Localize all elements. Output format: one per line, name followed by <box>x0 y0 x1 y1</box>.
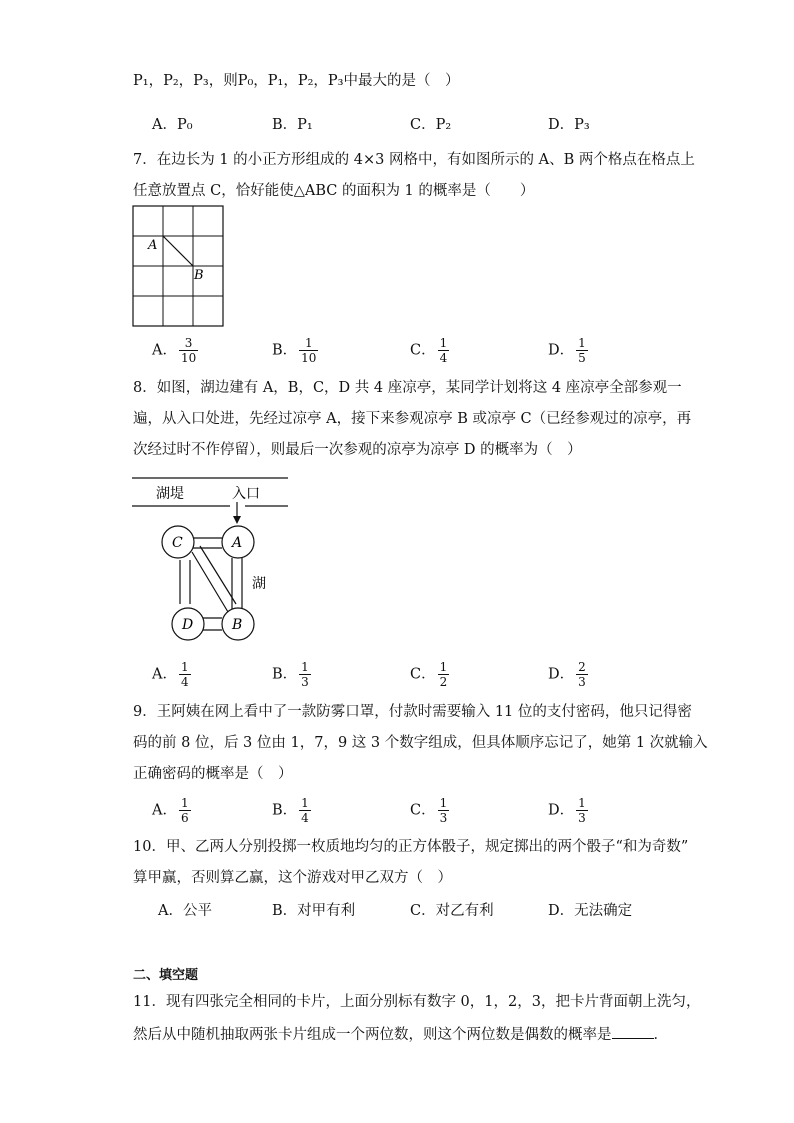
q9-line3: 正确密码的概率是（ ） <box>133 766 293 782</box>
fraction: $\frac{1}{10}$ <box>301 336 317 365</box>
q8-line3: 次经过时不作停留），则最后一次参观的凉亭为凉亭 D 的概率为（ ） <box>133 442 582 458</box>
q8-lake-figure <box>130 472 300 647</box>
fraction: $\frac{1}{3}$ <box>301 660 309 689</box>
fraction: $\frac{1}{3}$ <box>439 796 448 825</box>
point-b-label: B <box>194 268 204 283</box>
q10-option-d[interactable]: D．无法确定 <box>548 903 633 919</box>
fraction: $\frac{1}{4}$ <box>439 336 448 365</box>
q7-option-a[interactable]: A． $\frac{3}{10}$ <box>152 336 197 365</box>
q11-line2: 然后从中随机抽取两张卡片组成一个两位数，则这个两位数是偶数的概率是 ． <box>133 1024 668 1045</box>
q9-line1: 9．王阿姨在网上看中了一款防雾口罩，付款时需要输入 11 位的支付密码，他只记得密 <box>133 704 692 720</box>
fraction: $\frac{1}{5}$ <box>578 336 586 365</box>
fraction: $\frac{1}{6}$ <box>180 796 189 825</box>
q8-option-b[interactable]: B． $\frac{1}{3}$ <box>272 660 309 689</box>
pavilion-d-label: D <box>182 617 194 633</box>
q9-option-d[interactable]: D． $\frac{1}{3}$ <box>548 796 586 825</box>
q11-line1: 11．现有四张完全相同的卡片，上面分别标有数字 0，1，2，3，把卡片背面朝上洗匀， <box>133 994 701 1010</box>
fraction: $\frac{1}{4}$ <box>180 660 189 689</box>
q8-line1: 8．如图，湖边建有 A，B，C，D 共 4 座凉亭，某同学计划将这 4 座凉亭全部参观一 <box>133 380 682 396</box>
q7-option-c[interactable]: C． $\frac{1}{4}$ <box>410 336 448 365</box>
q6-option-d[interactable]: D．P₃ <box>548 117 590 133</box>
fraction: $\frac{3}{10}$ <box>180 336 197 365</box>
q10-option-a[interactable]: A．公平 <box>158 903 212 919</box>
fraction: $\frac{1}{4}$ <box>301 796 309 825</box>
arrow-down-icon <box>233 516 241 524</box>
section-title-fill-in: 二、填空题 <box>133 968 199 983</box>
pavilion-c-label: C <box>172 535 183 551</box>
q8-option-c[interactable]: C． $\frac{1}{2}$ <box>410 660 448 689</box>
fraction: $\frac{1}{3}$ <box>578 796 586 825</box>
q6-option-a[interactable]: A．P₀ <box>152 117 193 133</box>
q9-option-c[interactable]: C． $\frac{1}{3}$ <box>410 796 448 825</box>
segment-ab <box>163 236 193 266</box>
dike-label: 湖堤 <box>156 486 184 502</box>
entrance-label: 入口 <box>232 486 260 502</box>
q10-option-c[interactable]: C．对乙有利 <box>410 903 494 919</box>
fraction: $\frac{1}{2}$ <box>439 660 448 689</box>
q7-option-d[interactable]: D． $\frac{1}{5}$ <box>548 336 586 365</box>
q9-option-b[interactable]: B． $\frac{1}{4}$ <box>272 796 309 825</box>
q10-option-b[interactable]: B．对甲有利 <box>272 903 356 919</box>
q7-line2: 任意放置点 C，恰好能使△ABC 的面积为 1 的概率是（ ） <box>133 183 535 199</box>
q8-line2: 遍，从入口处进，先经过凉亭 A，接下来参观凉亭 B 或凉亭 C（已经参观过的凉亭，再 <box>133 411 692 427</box>
fraction: $\frac{2}{3}$ <box>578 660 586 689</box>
q7-grid-figure <box>132 205 224 327</box>
pavilion-b-label: B <box>232 617 243 633</box>
q7-option-b[interactable]: B． $\frac{1}{10}$ <box>272 336 317 365</box>
path-c-a <box>192 538 222 548</box>
q7-line1: 7．在边长为 1 的小正方形组成的 4×3 网格中，有如图所示的 A、B 两个格点在格点上 <box>133 152 695 168</box>
path-c-d <box>180 560 190 604</box>
q6-stem: P₁，P₂，P₃，则P₀，P₁，P₂，P₃中最大的是（ ） <box>133 73 460 89</box>
q10-line2: 算甲赢，否则算乙赢，这个游戏对甲乙双方（ ） <box>133 870 452 886</box>
q9-option-a[interactable]: A． $\frac{1}{6}$ <box>152 796 189 825</box>
q8-option-d[interactable]: D． $\frac{2}{3}$ <box>548 660 586 689</box>
point-a-label: A <box>148 238 158 253</box>
answer-blank[interactable] <box>612 1024 654 1039</box>
lake-label: 湖 <box>252 576 266 592</box>
path-a-b <box>232 558 242 610</box>
q9-line2: 码的前 8 位，后 3 位由 1，7，9 这 3 个数字组成，但具体顺序忘记了，她第 1 次就输入 <box>133 735 708 751</box>
q8-option-a[interactable]: A． $\frac{1}{4}$ <box>152 660 189 689</box>
q10-line1: 10．甲、乙两人分别投掷一枚质地均匀的正方体骰子，规定掷出的两个骰子“和为奇数” <box>133 839 689 855</box>
pavilion-a-label: A <box>232 535 243 551</box>
q6-option-c[interactable]: C．P₂ <box>410 117 452 133</box>
q6-option-b[interactable]: B．P₁ <box>272 117 313 133</box>
